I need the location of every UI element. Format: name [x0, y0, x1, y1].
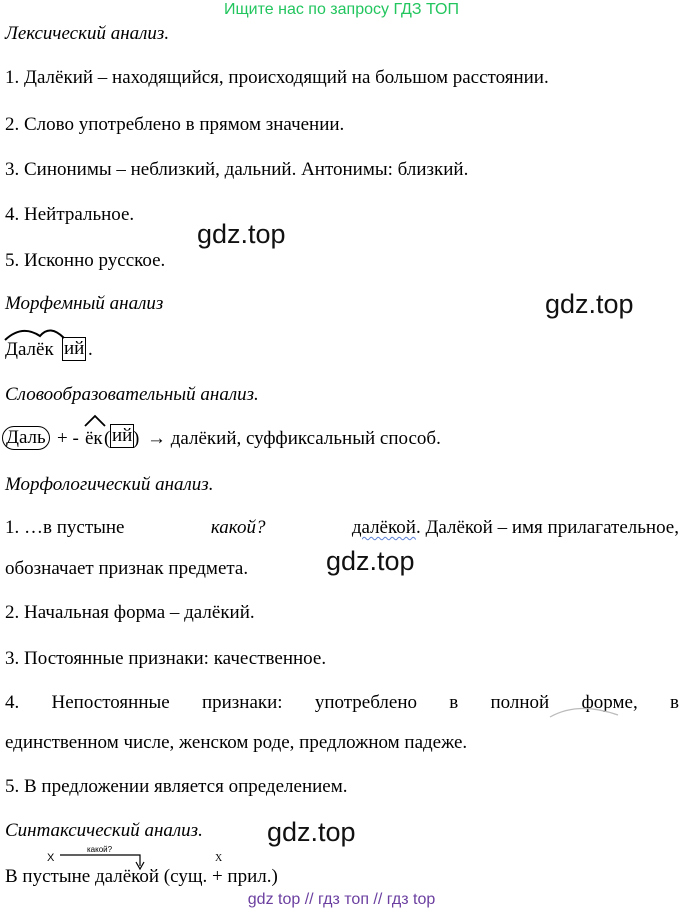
lexical-item-1: 1. Далёкий – находящийся, происходящий на большом расстоянии. — [5, 67, 549, 88]
paren-open: ( — [104, 428, 111, 449]
lexical-item-5: 5. Исконно русское. — [5, 250, 166, 271]
morphological-item-1-line-1 — [5, 517, 679, 539]
item4-word: Непостоянные — [51, 692, 170, 713]
morphological-item-1-line-2: обозначает признак предмета. — [5, 558, 249, 579]
item4-word: признаки: — [201, 692, 283, 713]
item4-word: полной — [490, 692, 550, 713]
lexical-heading: Лексический анализ. — [5, 23, 170, 44]
item1-word-group — [352, 517, 679, 539]
faint-curve-mark — [548, 703, 628, 723]
watermark-3: gdz.top — [326, 546, 415, 576]
paren-close: ) — [133, 428, 140, 449]
item4-word: 4. — [5, 692, 20, 713]
morphological-item-2: 2. Начальная форма – далёкий. — [5, 602, 255, 623]
morphological-item-4-line-2: единственном числе, женском роде, предложном падеже. — [5, 732, 468, 753]
wordformation-plus: + - — [57, 428, 79, 449]
wordformation-heading: Словообразовательный анализ. — [5, 384, 259, 405]
item1-suffix-text: . Далёкой – имя прилагательное, — [415, 517, 679, 538]
syntax-x-mark-2: X — [215, 853, 223, 864]
syntax-question: какой? — [87, 845, 113, 854]
item4-word: в — [449, 692, 459, 713]
wordformation-breakdown — [2, 412, 522, 460]
syntax-x-mark-1: X — [47, 852, 55, 864]
morpheme-dot: . — [88, 339, 93, 360]
wordformation-suffix: ёк — [85, 428, 103, 449]
morphological-heading: Морфологический анализ. — [5, 474, 214, 495]
morpheme-root: Далёк — [5, 339, 54, 360]
lexical-item-4: 4. Нейтральное. — [5, 204, 135, 225]
wordformation-rest: → далёкий, суффиксальный способ. — [147, 428, 441, 449]
top-banner: Ищите нас по запросу ГДЗ ТОП — [224, 1, 459, 18]
item1-prefix: 1. …в пустыне — [5, 517, 125, 538]
morphemic-breakdown — [2, 322, 102, 370]
item4-word: в — [669, 692, 679, 713]
syntactic-sentence: В пустыне далёкой (сущ. + прил.) — [5, 866, 278, 887]
wordformation-base: Даль — [2, 426, 50, 450]
suffix-caret-icon — [83, 414, 113, 428]
lexical-item-2: 2. Слово употреблено в прямом значении. — [5, 114, 345, 135]
item1-word: далёкой — [351, 517, 416, 538]
item1-question: какой? — [210, 517, 266, 538]
morphological-item-3: 3. Постоянные признаки: качественное. — [5, 648, 327, 669]
lexical-item-3: 3. Синонимы – неблизкий, дальний. Антонимы: близкий. — [5, 159, 469, 180]
watermark-4: gdz.top — [267, 817, 356, 847]
syntactic-heading: Синтаксический анализ. — [5, 820, 203, 841]
watermark-2: gdz.top — [545, 289, 634, 319]
footer-watermark: gdz top // гдз топ // гдз top — [247, 891, 436, 908]
morphological-item-5: 5. В предложении является определением. — [5, 776, 348, 797]
morpheme-ending: ий — [64, 338, 85, 359]
morphemic-heading: Морфемный анализ — [5, 293, 164, 314]
item4-word: употреблено — [314, 692, 417, 713]
watermark-1: gdz.top — [197, 219, 286, 249]
wordformation-ending: ий — [112, 425, 133, 446]
item4-word: форме, — [581, 692, 638, 713]
